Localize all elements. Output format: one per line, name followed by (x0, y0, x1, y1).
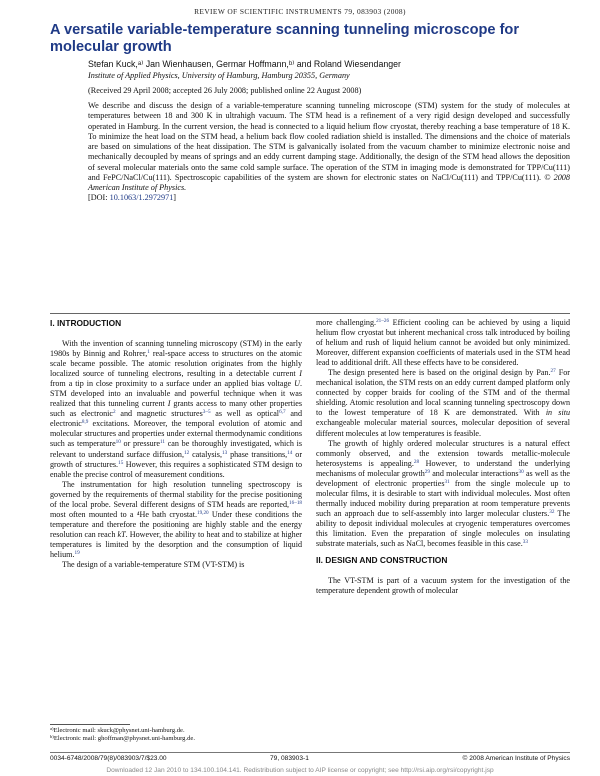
received-dates: (Received 29 April 2008; accepted 26 July 2008; published online 22 August 2008) (88, 86, 362, 95)
affiliation: Institute of Applied Physics, University of Hamburg, Hamburg 20355, Germany (88, 71, 350, 80)
download-notice: Downloaded 12 Jan 2010 to 134.100.104.141. Redistribution subject to AIP license or copyright; see http://rsi.aip.org/rsi/copyright.jsp (106, 767, 494, 774)
author-list: Stefan Kuck,ᵃ⁾ Jan Wienhausen, Germar Hoffmann,ᵇ⁾ and Roland Wiesendanger (88, 59, 401, 69)
doi-suffix: ] (173, 193, 177, 203)
paragraph: The instrumentation for high resolution tunneling spectroscopy is governed by the requirements of thermal stability for the precise positioning of the local probe. Several different designs of STM heads are reported,$^{16-18}$ most often mounted to a ⁴He bath cryostat.$^{19,20}$ Under these conditions the temperature and therefore the positioning are highly stable and the energy resolution can reach kT. However, the ability to heat and to stabilize at higher temperatures is limited by the desorption and the consumption of liquid helium.$^{19}$ (50, 479, 303, 559)
footnotes (50, 727, 302, 743)
running-head: REVIEW OF SCIENTIFIC INSTRUMENTS 79, 083903 (2008) (194, 7, 406, 16)
abstract (88, 101, 570, 204)
doi-link[interactable]: 10.1063/1.2972971 (109, 193, 174, 203)
section-heading-design: II. DESIGN AND CONSTRUCTION (316, 555, 448, 566)
footer-divider (50, 752, 570, 753)
doi-prefix: [DOI: (88, 193, 110, 203)
abstract-copyright: © 2008 American Institute of Physics. (88, 172, 570, 192)
section-heading-introduction: I. INTRODUCTION (50, 318, 122, 328)
footnote-divider (50, 724, 130, 725)
paragraph: The VT-STM is part of a vacuum system for the investigation of the temperature dependent growth of molecular (316, 576, 570, 596)
footnote-b: $^{b)}$Electronic mail: ghoffman@physnet.uni-hamburg.de. (50, 734, 195, 743)
paragraph: With the invention of scanning tunneling microscopy (STM) in the early 1980s by Binnig and Rohrer,$^1$ real-space access to structures on the atomic scale became possible. The atomic resolution originates from the highly localized source of tunneling electrons, resulting in a detectable current I from a tip in close proximity to a surface under an applied bias voltage U. STM developed into an invaluable and powerful technique when it was realized that this tunneling current I grants access to many other properties such as electronic$^2$ and magnetic structures$^{3-5}$ as well as optical$^{6,7}$ and electronic$^{8,9}$ excitations. Moreover, the temporal evolution of atomic and molecular structures and properties under external thermodynamic conditions such as temperature$^{10}$ or pressure$^{11}$ can be thoroughly investigated, which is relevant to understand surface diffusion,$^{12}$ catalysis,$^{13}$ phase transitions,$^{14}$ or growth of structures.$^{15}$ However, this requires a sophisticated STM design to enable the precise control of measurement conditions. (50, 339, 303, 479)
paragraph: The design presented here is based on the original design by Pan.$^{27}$ For mechanical isolation, the STM rests on an eddy current damped platform only connected by copper braids for cooling of the STM and of the thermal shielding. Atomic resolution and local scanning tunneling spectroscopy down to the lowest temperature of 18 K are demonstrated. With in situ exchangeable molecular material sources, molecular deposition of several different molecules at low temperatures is feasible. (316, 368, 570, 438)
paper-title: A versatile variable-temperature scanning tunneling microscope for molecular growth (50, 22, 520, 55)
abstract-divider (50, 313, 570, 314)
footer-issn: 0034-6748/2008/79(8)/083903/7/$23.00 (50, 755, 167, 762)
paragraph: The growth of highly ordered molecular structures is a natural effect commonly observed, and the extension towards metallic-molecule heterosystems is appealing.$^{28}$ However, to understand the underlying mechanisms of molecular growth$^{29}$ and molecular interactions$^{30}$ as well as the development of electronic properties$^{31}$ from the single molecule up to molecular films, it is desirable to start with individual molecules. Most often thermally induced mobility during preparation at room temperature prevents such an approach due to self-assembly into larger molecular clusters.$^{32}$ The ability to deposit individual molecules at cryogenic temperatures overcomes this limitation. Even the preparation of single molecules on insulating substrate materials, such as NaCl, becomes feasible in this case.$^{33}$ (316, 438, 570, 549)
footnote-a: $^{a)}$Electronic mail: skuck@physnet.uni-hamburg.de. (50, 726, 185, 734)
abstract-text: We describe and discuss the design of a variable-temperature scanning tunneling microscope (STM) system for the study of molecules at temperatures between 18 and 300 K in ultrahigh vacuum. The STM head is a refinement of a very rigid design developed and successfully operated in Hamburg. In the current version, the head is connected to a liquid helium flow cryostat, thereby reaching a base temperature of 18 K. To minimize the heat load on the STM head, a helium back flow cooled radiation shield is installed. The dimensions and the choice of materials are based on simulations of the heat dissipation. The STM is galvanically isolated from the vacuum chamber to minimize electronic noise and mechanically decoupled by means of springs and an eddy current damping stage. Additionally, the design of the STM head allows the deposition of several molecular materials onto the same cold sample surface. The operation of the STM in imaging mode is demonstrated for TPP/Cu(111) and FePC/NaCl/Cu(111). Spectroscopic capabilities of the system are shown for electronic states on NaCl/Cu(111) and TPP/Cu(111). (88, 101, 570, 182)
right-column (316, 318, 570, 596)
footer-copyright: © 2008 American Institute of Physics (462, 755, 570, 762)
paragraph: The design of a variable-temperature STM (VT-STM) is (62, 560, 245, 570)
paragraph: more challenging.$^{21-26}$ Efficient cooling can be achieved by using a liquid helium flow cryostat but inherent mechanical cross talk introduced by boiling of helium and rush of liquid helium cannot be avoided but only minimized. Moreover, different expansion coefficients of materials used in the STM head lead to additional drift. All these effects have to be considered. (316, 318, 570, 368)
footer-page-number: 79, 083903-1 (270, 755, 309, 762)
left-column (50, 318, 302, 570)
